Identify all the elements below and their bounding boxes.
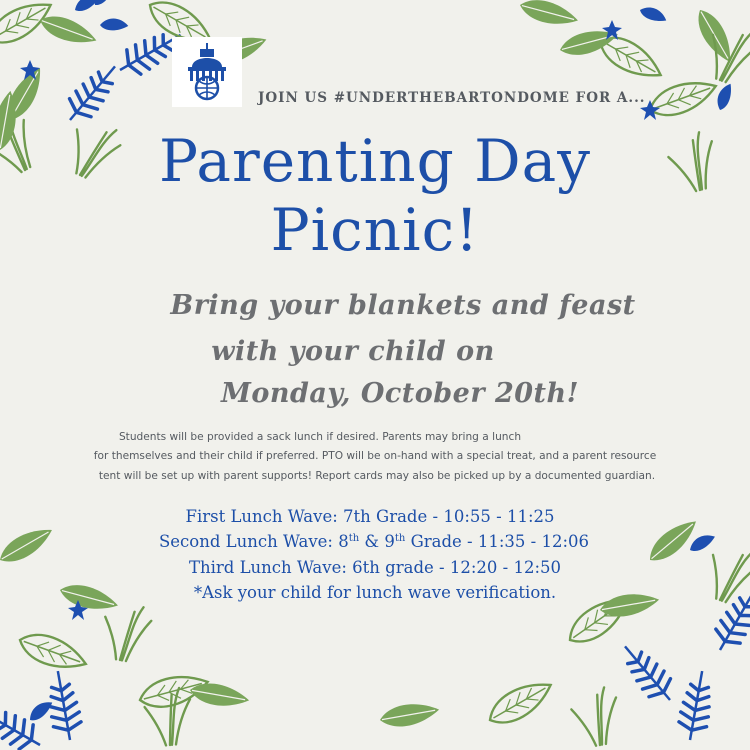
description-line-3: tent will be set up with parent supports! Report cards may also be picked up by a documented guardian.	[98, 470, 656, 482]
tagline-line-2: with your child on	[211, 336, 495, 367]
description-line-2: for themselves and their child if preferred. PTO will be on-hand with a special treat, and a parent resource	[93, 450, 657, 462]
tagline-line-1: Bring your blankets and feast	[170, 290, 636, 321]
description-line-1: Students will be provided a sack lunch if desired. Parents may bring a lunch	[118, 431, 522, 443]
invite-line: JOIN US #UNDERTHEBARTONDOME FOR A...	[258, 90, 646, 106]
second-wave-sup-1: th	[348, 533, 360, 544]
tagline-line-3: Monday, October 20th!	[221, 378, 579, 409]
third-lunch-wave: Third Lunch Wave: 6th grade - 12:20 - 12:50	[188, 558, 562, 577]
title-line-1: Parenting Day	[158, 127, 592, 195]
second-wave-sup-2: th	[394, 533, 406, 544]
school-dome-logo	[172, 37, 242, 107]
title-line-2: Picnic!	[270, 196, 480, 264]
second-wave-mid: & 9	[359, 532, 395, 551]
capitol-dome-icon	[178, 41, 236, 103]
second-wave-suffix: Grade - 11:35 - 12:06	[405, 532, 590, 551]
lunch-wave-note: *Ask your child for lunch wave verification.	[193, 583, 557, 602]
second-lunch-wave	[0, 534, 749, 551]
second-wave-prefix: Second Lunch Wave: 8	[158, 532, 349, 551]
first-lunch-wave: First Lunch Wave: 7th Grade - 10:55 - 11:25	[185, 507, 555, 526]
